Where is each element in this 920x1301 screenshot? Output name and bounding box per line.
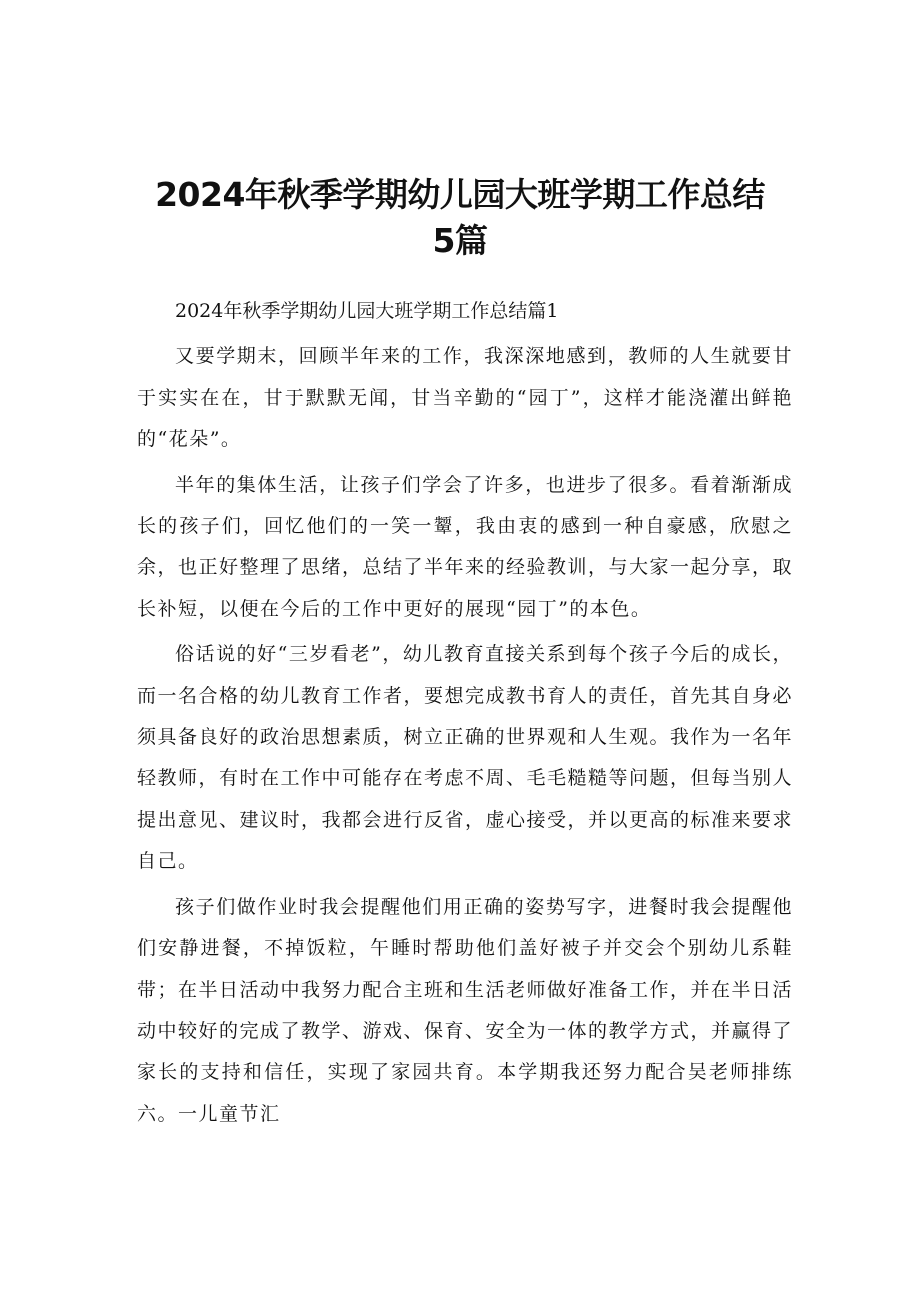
paragraph-3: 俗话说的好“三岁看老”，幼儿教育直接关系到每个孩子今后的成长，而一名合格的幼儿教育工作者，要想完成教书育人的责任，首先其自身必须具备良好的政治思想素质，树立正确的世界观和人生观。我作为一名年轻教师，有时在工作中可能存在考虑不周、毛毛糙糙等问题，但每当别人提出意见、建议时，我都会进行反省，虚心接受，并以更高的标准来要求自己。 (137, 643, 794, 873)
paragraph-2: 半年的集体生活，让孩子们学会了许多，也进步了很多。看着渐渐成长的孩子们，回忆他们的一笑一颦，我由衷的感到一种自豪感，欣慰之余，也正好整理了思绪，总结了半年来的经验教训，与大家一起分享，取长补短，以便在今后的工作中更好的展现“园丁”的本色。 (137, 473, 794, 620)
document-body (137, 291, 793, 1135)
document-title (0, 172, 920, 264)
paragraph-1: 又要学期末，回顾半年来的工作，我深深地感到，教师的人生就要甘于实实在在，甘于默默无闻，甘当辛勤的“园丁”，这样才能浇灌出鲜艳的“花朵”。 (137, 345, 793, 451)
title-line-1: 2024年秋季学期幼儿园大班学期工作总结 (155, 175, 765, 215)
section-heading: 2024年秋季学期幼儿园大班学期工作总结篇1 (175, 300, 559, 322)
paragraph-4: 孩子们做作业时我会提醒他们用正确的姿势写字，进餐时我会提醒他们安静进餐，不掉饭粒，午睡时帮助他们盖好被子并交会个别幼儿系鞋带；在半日活动中我努力配合主班和生活老师做好准备工作，并在半日活动中较好的完成了教学、游戏、保育、安全为一体的教学方式，并赢得了家长的支持和信任，实现了家园共育。本学期我还努力配合吴老师排练六。一儿童节汇 (137, 895, 794, 1125)
title-line-2: 5篇 (432, 221, 488, 261)
